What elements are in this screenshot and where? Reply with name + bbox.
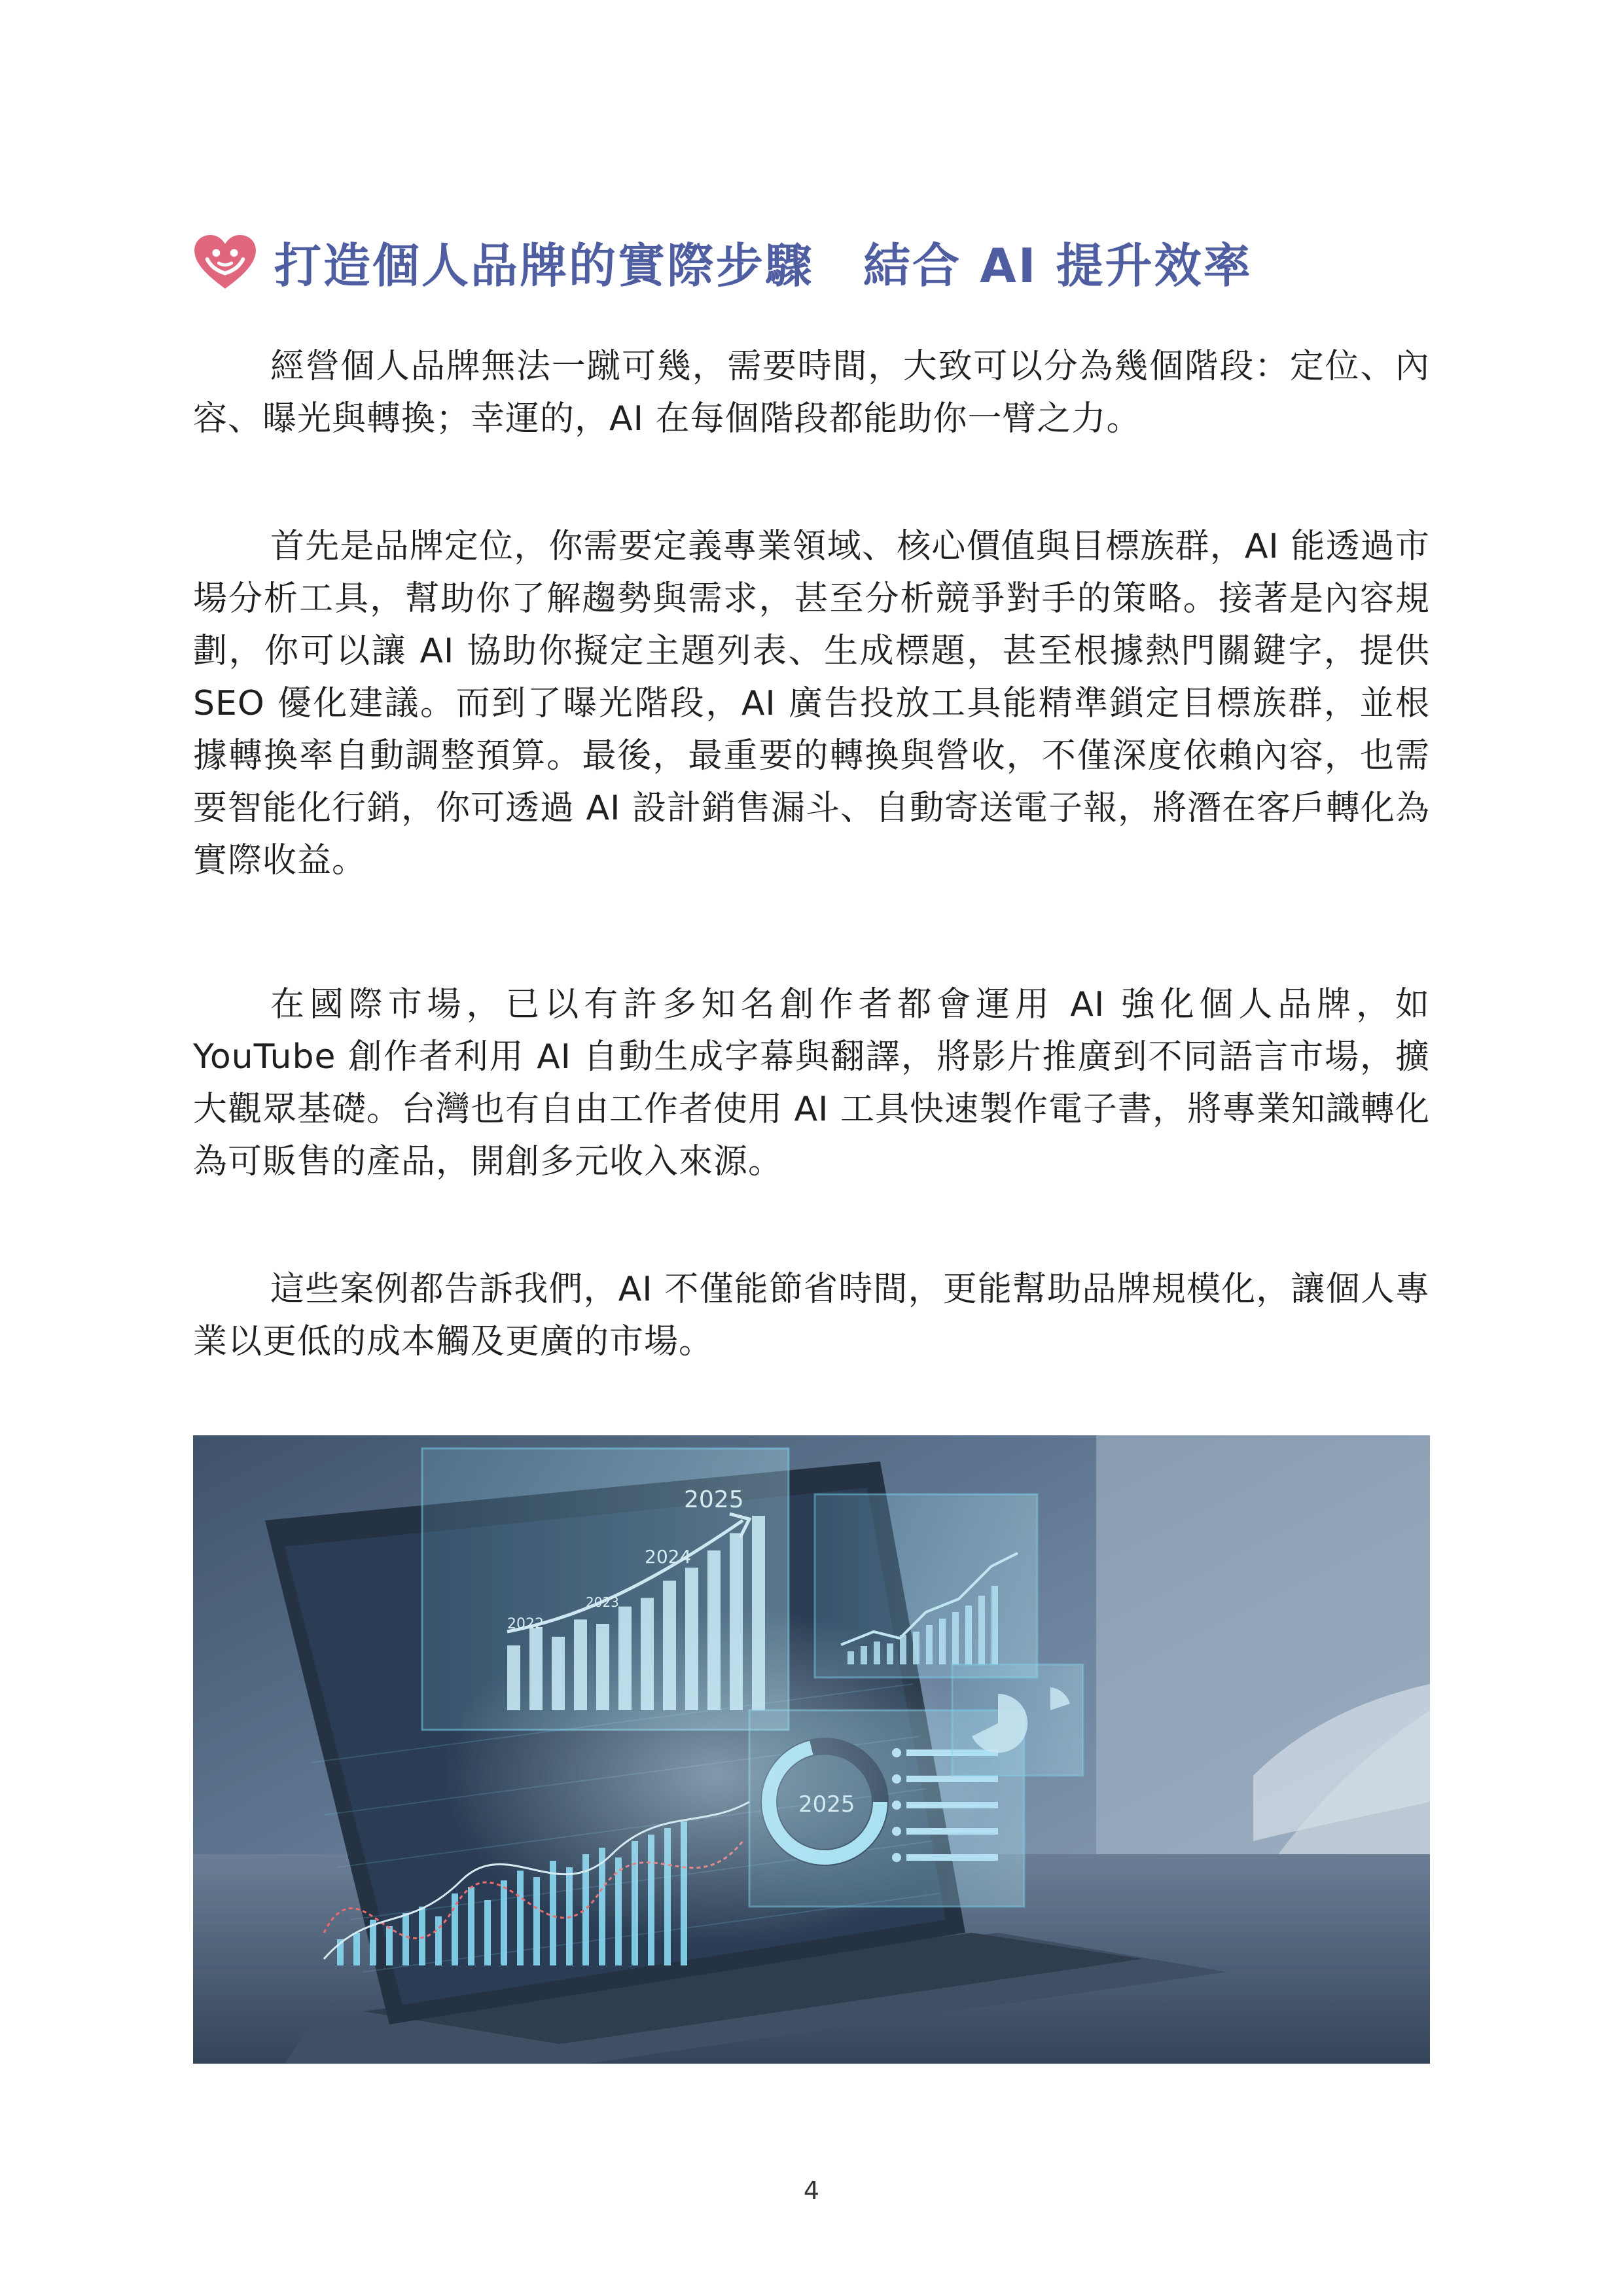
photo-illustration	[193, 1435, 1430, 2064]
section-heading	[193, 223, 1253, 301]
laptop-analytics-photo	[193, 1435, 1430, 2064]
paragraph-steps: 首先是品牌定位，你需要定義專業領域、核心價值與目標族群，AI 能透過市場分析工具，幫助你了解趨勢與需求，甚至分析競爭對手的策略。接著是內容規劃，你可以讓 AI 協助你擬定主題列表、生成標題，甚至根據熱門關鍵字，提供 SEO 優化建議。而到了曝光階段，AI 廣告投放工具能精準鎖定目標族群，並根據轉換率自動調整預算。最後，最重要的轉換與營收，不僅深度依賴內容，也需要智能化行銷，你可透過 AI 設計銷售漏斗、自動寄送電子報，將潛在客戶轉化為實際收益。	[193, 527, 1430, 880]
year-label: 2023	[586, 1594, 619, 1610]
heart-hands-icon	[193, 234, 257, 290]
paragraph-examples: 在國際市場，已以有許多知名創作者都會運用 AI 強化個人品牌，如 YouTube 創作者利用 AI 自動生成字幕與翻譯，將影片推廣到不同語言市場，擴大觀眾基礎。台灣也有自由工作者使用 AI 工具快速製作電子書，將專業知識轉化為可販售的產品，開創多元收入來源。	[193, 985, 1430, 1181]
year-label: 2025	[684, 1486, 744, 1513]
year-label: 2024	[645, 1546, 692, 1568]
heading-text: 打造個人品牌的實際步驟 結合 AI 提升效率	[274, 238, 1253, 293]
paragraph-conclusion: 這些案例都告訴我們，AI 不僅能節省時間，更能幫助品牌規模化，讓個人專業以更低的成本觸及更廣的市場。	[193, 1270, 1430, 1361]
page-number: 4	[803, 2176, 820, 2205]
paragraph-intro: 經營個人品牌無法一蹴可幾，需要時間，大致可以分為幾個階段：定位、內容、曝光與轉換；幸運的，AI 在每個階段都能助你一臂之力。	[193, 347, 1430, 439]
year-label: 2022	[507, 1616, 544, 1632]
